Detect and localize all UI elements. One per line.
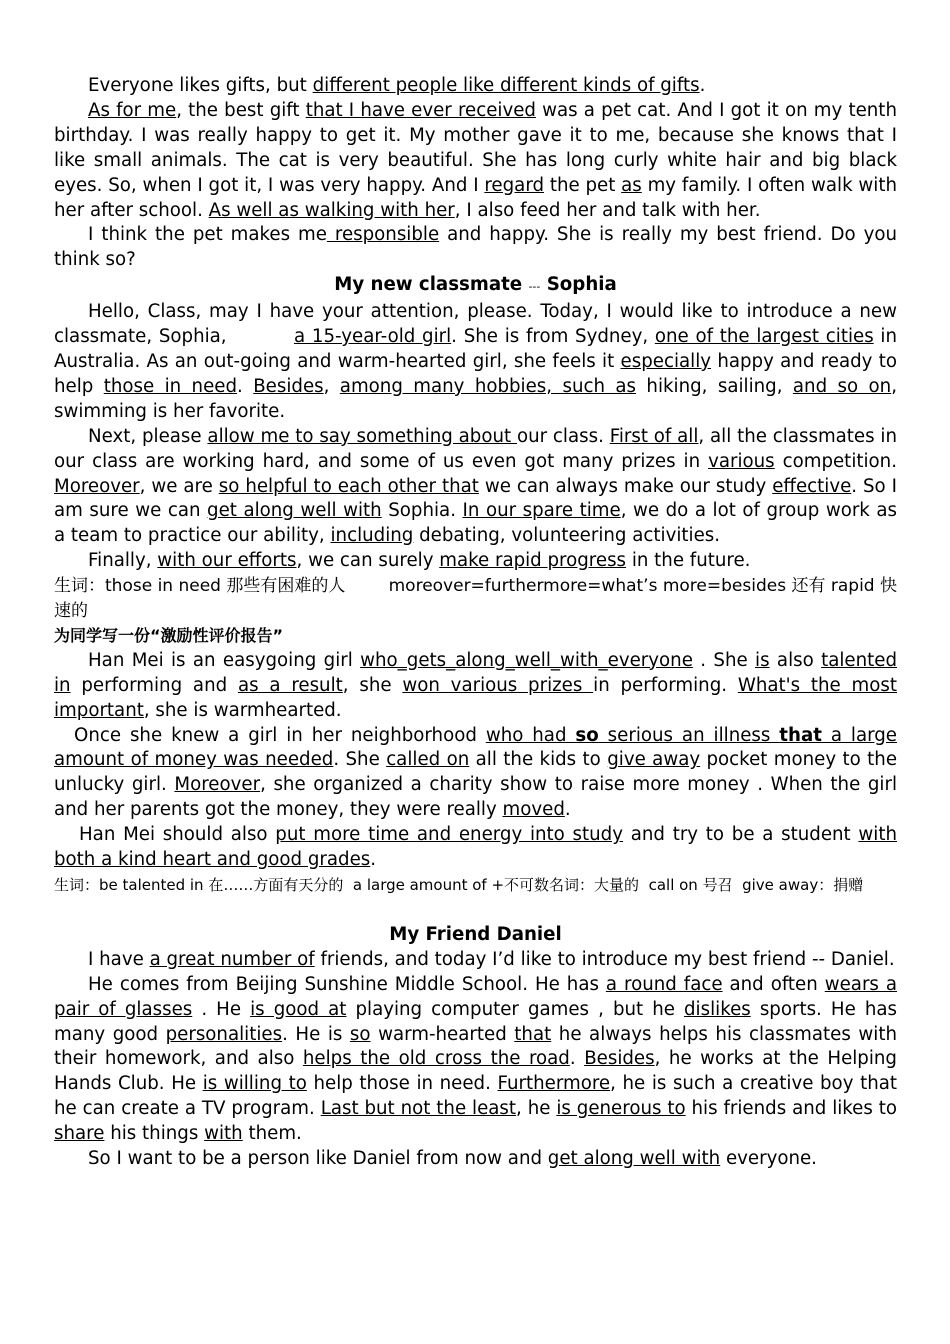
text-run: friends, and today I’d like to introduce my best friend -- Daniel. bbox=[314, 948, 895, 970]
underlined-phrase: with bbox=[204, 1123, 243, 1145]
underlined-phrase: Besides bbox=[253, 375, 324, 397]
hanmei-paragraph-1 bbox=[54, 649, 897, 724]
text-run: everyone. bbox=[720, 1148, 817, 1170]
underlined-phrase: is bbox=[755, 649, 770, 671]
underlined-phrase: effective bbox=[772, 475, 852, 497]
text-run: , swimming is her favorite. bbox=[54, 375, 903, 422]
underlined-phrase: a large amount of money was needed bbox=[54, 724, 897, 771]
sophia-vocabulary-note: 生词：those in need 那些有困难的人 moreover=furthermore=what’s more=besides 还有 rapid 快速的 bbox=[54, 576, 897, 622]
underlined-phrase: with both a kind heart and good grades bbox=[54, 824, 898, 871]
underlined-phrase: is good at bbox=[250, 998, 347, 1020]
underlined-phrase: won various prizes bbox=[402, 674, 594, 696]
underlined-phrase: a round face bbox=[605, 973, 723, 995]
text-run: , he works at the Helping Hands Club. He bbox=[54, 1048, 897, 1095]
text-run: performing and bbox=[70, 674, 238, 696]
underlined-phrase: First of all bbox=[609, 425, 699, 447]
underlined-phrase: moved bbox=[502, 799, 565, 821]
underlined-phrase: talented in bbox=[54, 649, 898, 696]
text-run: He comes from Beijing Sunshine Middle School. He has bbox=[88, 973, 606, 995]
daniel-title: My Friend Daniel bbox=[389, 923, 562, 945]
document-page bbox=[54, 74, 903, 1172]
title-text: My new classmate bbox=[334, 274, 529, 296]
text-run: Han Mei should also bbox=[79, 824, 276, 846]
underlined-phrase: so bbox=[349, 1023, 371, 1045]
text-run: also bbox=[769, 649, 822, 671]
text-run: , she bbox=[342, 674, 403, 696]
underlined-phrase: as bbox=[621, 174, 642, 196]
text-run: , all the classmates in our class are working hard, and some of us even got many prizes in bbox=[54, 425, 898, 472]
text-run: playing computer games , but he bbox=[346, 998, 685, 1020]
text-run: . bbox=[370, 849, 377, 871]
hanmei-paragraph-3 bbox=[54, 823, 897, 873]
text-run: I have bbox=[88, 948, 150, 970]
text-run: debating, volunteering activities. bbox=[413, 525, 721, 547]
underlined-phrase: so helpful to each other that bbox=[218, 475, 479, 497]
underlined-phrase: allow me to say something about bbox=[207, 425, 517, 447]
underlined-phrase: get along well with bbox=[207, 500, 382, 522]
hanmei-paragraph-2 bbox=[54, 724, 897, 824]
underlined-phrase: share bbox=[54, 1123, 105, 1145]
underlined-phrase: Last but not the least bbox=[320, 1098, 517, 1120]
text-run: all the kids to bbox=[469, 749, 608, 771]
underlined-phrase: is generous to bbox=[556, 1098, 686, 1120]
hanmei-heading: 为同学写一份“激励性评价报告” bbox=[54, 625, 284, 645]
underlined-phrase: make rapid progress bbox=[439, 550, 627, 572]
text-run: was a pet cat. And I got it on my tenth birthday. I was really happy to get it. My mother gave it to me, because she knows that I like small animals. The cat is very beautiful. She has long curly white hair and big black eyes. So, when I got it, I was very happy. And I bbox=[54, 99, 897, 196]
text-run: Sophia. bbox=[381, 500, 463, 522]
text-run: and happy. She is really my best friend. Do you think so? bbox=[54, 224, 897, 271]
text-run: them. bbox=[242, 1123, 302, 1145]
underlined-phrase: helps the old cross the road bbox=[302, 1048, 570, 1070]
text-run: he always helps his classmates with their homework, and also bbox=[54, 1023, 897, 1070]
text-run: . She bbox=[692, 649, 756, 671]
underlined-phrase: called on bbox=[386, 749, 470, 771]
text-run: , we are bbox=[139, 475, 219, 497]
text-run: , we do a lot of group work as a team to practice our ability, bbox=[54, 500, 898, 547]
underlined-phrase: Besides bbox=[584, 1048, 655, 1070]
text-run: , he is such a creative boy that he can create a TV program. bbox=[54, 1073, 897, 1120]
text-run: . She bbox=[333, 749, 387, 771]
underlined-phrase: with our efforts bbox=[157, 550, 297, 572]
underlined-phrase: As well as walking with her bbox=[208, 199, 455, 221]
text-run: Once she knew a girl in her neighborhood bbox=[74, 724, 486, 746]
underlined-phrase: as a result bbox=[237, 674, 343, 696]
underlined-phrase: Moreover bbox=[54, 475, 140, 497]
underlined-phrase: get along well with bbox=[547, 1148, 721, 1170]
underlined-phrase: that bbox=[514, 1023, 552, 1045]
underlined-phrase: Furthermore bbox=[497, 1073, 611, 1095]
daniel-paragraph-1 bbox=[54, 948, 897, 973]
text-run: and try to be a student bbox=[623, 824, 859, 846]
text-run: I think the pet makes me bbox=[88, 224, 327, 246]
text-run: my family. I often walk with her after school. bbox=[54, 174, 898, 221]
text-run: . bbox=[564, 799, 571, 821]
text-run: . bbox=[237, 375, 254, 397]
underlined-bold-word: that bbox=[779, 724, 822, 746]
text-run: help those in need. bbox=[306, 1073, 498, 1095]
text-run: , he bbox=[516, 1098, 557, 1120]
text-run: warm-hearted bbox=[370, 1023, 515, 1045]
gift-paragraph-1 bbox=[54, 74, 897, 99]
text-run: his things bbox=[104, 1123, 205, 1145]
sophia-paragraph-2 bbox=[54, 425, 897, 550]
text-run: and often bbox=[722, 973, 825, 995]
text-run: , the best gift bbox=[176, 99, 306, 121]
underlined-phrase: responsible bbox=[326, 224, 440, 246]
sophia-title bbox=[54, 273, 897, 300]
text-run: So I want to be a person like Daniel from now and bbox=[88, 1148, 548, 1170]
underlined-phrase: those in need bbox=[103, 375, 238, 397]
text-run: , I also feed her and talk with her. bbox=[454, 199, 761, 221]
text-run: , we can surely bbox=[296, 550, 440, 572]
underlined-phrase: serious an illness bbox=[598, 724, 780, 746]
underlined-phrase: among many hobbies, such as bbox=[339, 375, 637, 397]
underlined-phrase: In our spare time bbox=[462, 500, 621, 522]
underlined-phrase: a great number of bbox=[149, 948, 315, 970]
sophia-paragraph-3 bbox=[54, 549, 897, 574]
underlined-phrase: a 15-year-old girl bbox=[293, 326, 452, 348]
underlined-phrase: personalities bbox=[165, 1023, 283, 1045]
underlined-phrase: especially bbox=[620, 350, 712, 372]
underlined-phrase: including bbox=[330, 525, 414, 547]
text-run: . bbox=[569, 1048, 585, 1070]
underlined-phrase: who had bbox=[485, 724, 576, 746]
text-run: in Australia. As an out-going and warm-hearted girl, she feels it bbox=[54, 326, 903, 372]
underlined-phrase: various bbox=[708, 450, 775, 472]
text-run: Everyone likes gifts, but bbox=[88, 75, 313, 96]
underlined-phrase: one of the largest cities bbox=[654, 326, 874, 348]
text-run: . She is from Sydney, bbox=[451, 326, 655, 348]
underlined-phrase: put more time and energy into study bbox=[275, 824, 623, 846]
text-run: our class. bbox=[516, 425, 610, 447]
underlined-bold-word: so bbox=[575, 724, 599, 746]
daniel-paragraph-3 bbox=[54, 1147, 897, 1172]
text-run: Han Mei is an easygoing girl bbox=[88, 649, 361, 671]
underlined-phrase: and so on bbox=[792, 375, 892, 397]
underlined-phrase: who_gets_along_well_with_everyone bbox=[360, 649, 693, 671]
text-run: sports. He has many good bbox=[54, 998, 897, 1045]
underlined-phrase: dislikes bbox=[684, 998, 751, 1020]
text-run: . So I am sure we can bbox=[54, 475, 897, 522]
underlined-phrase: different people like different kinds of gifts bbox=[312, 75, 700, 96]
gift-paragraph-3 bbox=[54, 223, 897, 273]
text-run: his friends and likes to bbox=[685, 1098, 898, 1120]
underlined-phrase: What's the most important bbox=[54, 674, 897, 721]
underlined-phrase: wears a pair of glasses bbox=[54, 973, 898, 1020]
text-run: . bbox=[699, 75, 706, 96]
underlined-phrase: give away bbox=[607, 749, 701, 771]
sophia-paragraph-1 bbox=[54, 300, 903, 425]
text-run: . He is bbox=[282, 1023, 350, 1045]
text-run: Next, please bbox=[88, 425, 208, 447]
underlined-phrase: is willing to bbox=[202, 1073, 307, 1095]
text-run: pocket money to the unlucky girl. bbox=[54, 749, 898, 796]
title-text: Sophia bbox=[540, 274, 617, 296]
text-run: in the future. bbox=[626, 550, 751, 572]
daniel-paragraph-2 bbox=[54, 973, 897, 1147]
title-dash: --- bbox=[528, 280, 541, 294]
text-run: the pet bbox=[544, 174, 622, 196]
underlined-phrase: regard bbox=[484, 174, 545, 196]
text-run: Hello, Class, may I have your attention, please. Today, I would like to introduce a new classmate, Sophia, bbox=[54, 301, 903, 348]
underlined-phrase: As for me bbox=[88, 99, 177, 121]
text-run: we can always make our study bbox=[478, 475, 773, 497]
underlined-phrase: Moreover bbox=[174, 774, 261, 796]
text-run: in performing. bbox=[593, 674, 738, 696]
text-run: hiking, sailing, bbox=[636, 375, 793, 397]
text-run: , bbox=[323, 375, 340, 397]
underlined-phrase: that I have ever received bbox=[305, 99, 536, 121]
text-run: competition. bbox=[774, 450, 897, 472]
text-run: happy and ready to help bbox=[54, 350, 903, 397]
hanmei-vocabulary-note: 生词：be talented in 在……方面有天分的 a large amount of +不可数名词：大量的 call on 号召 give away：捐赠 bbox=[54, 876, 864, 894]
section-spacer bbox=[54, 898, 897, 923]
text-run: Finally, bbox=[88, 550, 158, 572]
text-run: . He bbox=[192, 998, 251, 1020]
text-run: , she organized a charity show to raise more money . When the girl and her parents got the money, they were really bbox=[54, 774, 897, 821]
text-run: , she is warmhearted. bbox=[143, 699, 342, 721]
gift-paragraph-2 bbox=[54, 99, 897, 224]
